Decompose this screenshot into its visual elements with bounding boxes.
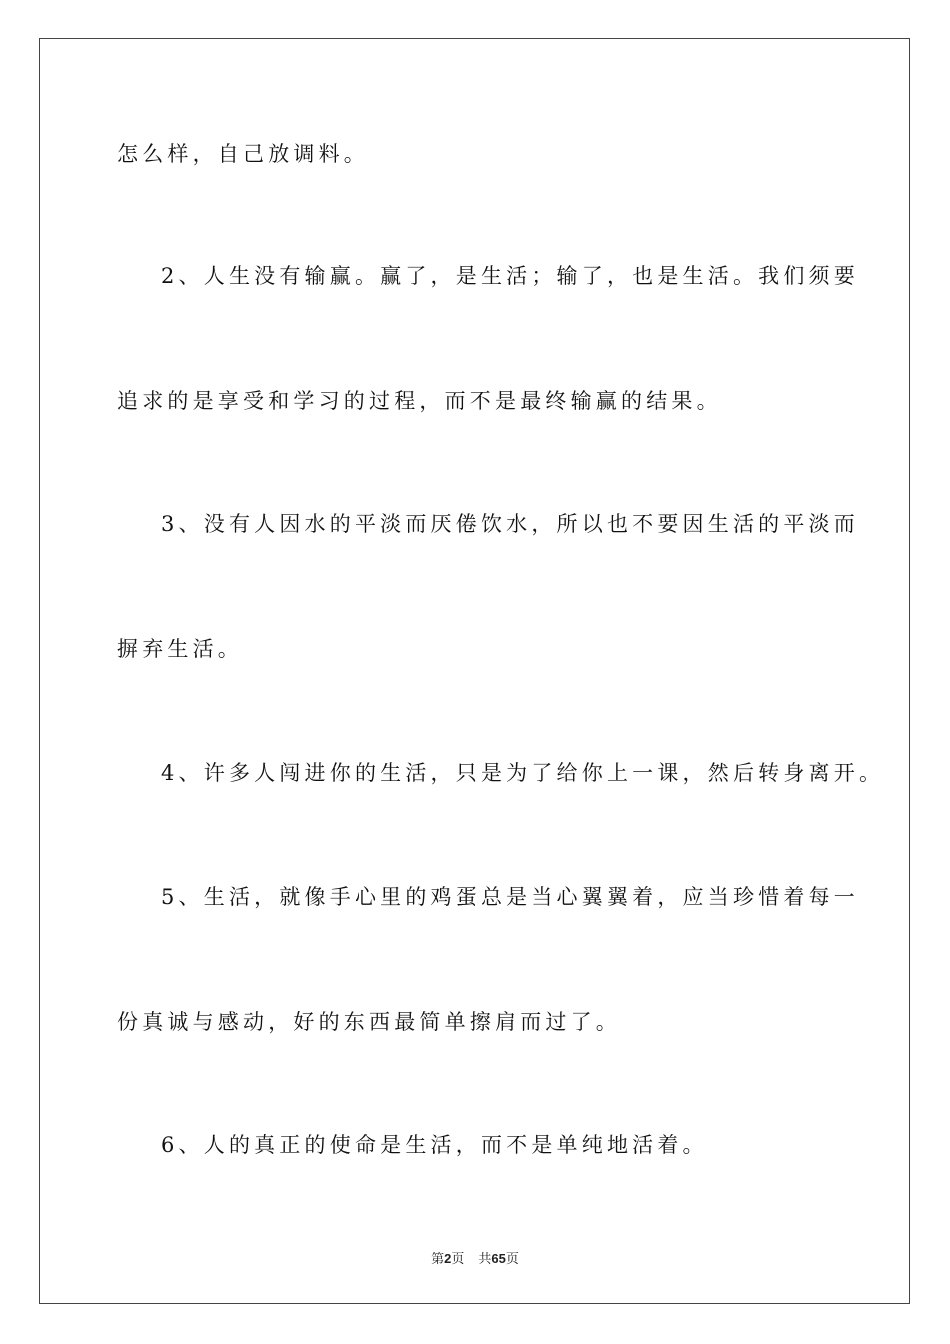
page-border	[39, 38, 910, 1304]
paragraph-line-2: 2、人生没有输赢。赢了，是生活；输了，也是生活。我们须要	[161, 264, 859, 288]
footer-total-suffix: 页	[505, 1251, 519, 1266]
paragraph-line-4: 3、没有人因水的平淡而厌倦饮水，所以也不要因生活的平淡而	[161, 512, 859, 536]
paragraph-line-7: 5、生活，就像手心里的鸡蛋总是当心翼翼着，应当珍惜着每一	[161, 885, 859, 909]
footer-page-suffix: 页	[451, 1251, 465, 1266]
footer-total-pages: 65	[491, 1251, 506, 1266]
footer-total-prefix: 共	[478, 1251, 492, 1266]
paragraph-line-6: 4、许多人闯进你的生活，只是为了给你上一课，然后转身离开。	[161, 761, 885, 785]
footer-page-prefix: 第	[431, 1251, 445, 1266]
footer-page-number: 2	[444, 1251, 452, 1266]
paragraph-line-1: 怎么样，自己放调料。	[117, 142, 369, 166]
paragraph-line-9: 6、人的真正的使命是生活，而不是单纯地活着。	[161, 1133, 708, 1157]
page-footer	[0, 1248, 950, 1267]
paragraph-line-8: 份真诚与感动，好的东西最简单擦肩而过了。	[117, 1010, 621, 1034]
paragraph-line-3: 追求的是享受和学习的过程，而不是最终输赢的结果。	[117, 389, 722, 413]
paragraph-line-5: 摒弃生活。	[117, 637, 243, 661]
